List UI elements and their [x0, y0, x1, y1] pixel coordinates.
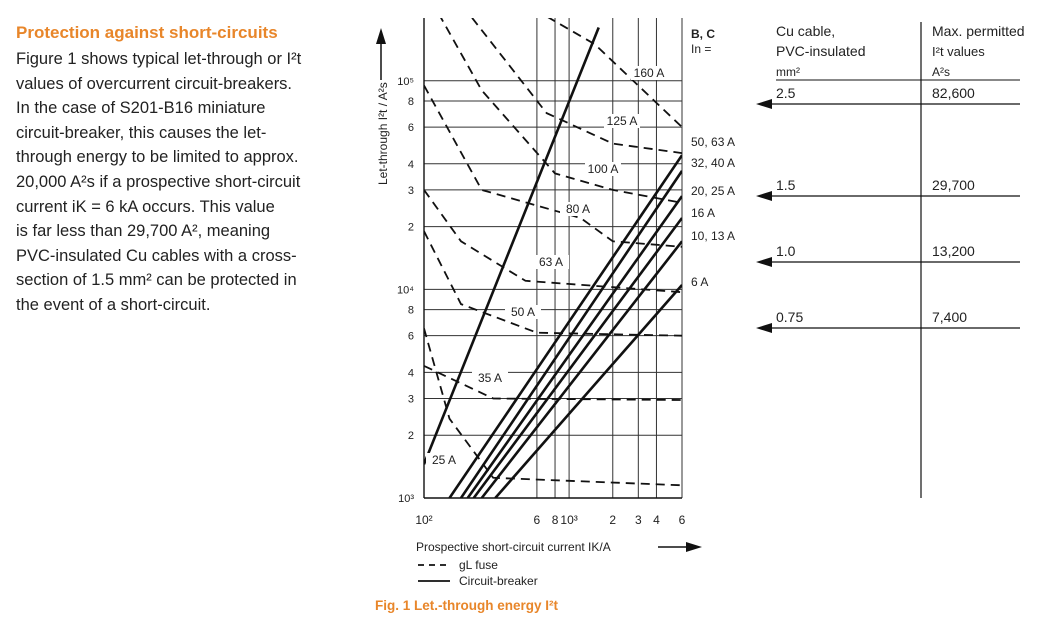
x-axis-arrow-head [686, 542, 702, 552]
breaker-label-3: 20, 25 A [691, 184, 736, 198]
y-tick-label-4: 6 [407, 330, 414, 343]
paragraph-line-7: current iK = 6 kA occurs. This value [16, 197, 275, 216]
fuse-label-0: 25 A [431, 453, 457, 467]
y-tick-label-12: 10⁵ [397, 75, 414, 88]
table-value-1: 29,700 [932, 177, 975, 193]
table-header-cable-2: PVC-insulated [776, 43, 866, 59]
table-header-unit-a2s: A²s [932, 65, 950, 79]
y-axis-arrow-head [376, 28, 386, 44]
paragraph-line-1: Figure 1 shows typical let-through or I²t [16, 50, 302, 68]
y-tick-label-8: 3 [407, 184, 414, 197]
x-tick-label-1: 6 [533, 513, 541, 527]
fuse-label-3: 63 A [538, 255, 564, 269]
table-row-arrow-0 [756, 99, 772, 109]
figure-caption: Fig. 1 Let.-through energy I²t [375, 598, 558, 613]
paragraph-line-8: is far less than 29,700 A², meaning [16, 222, 271, 241]
fuse-label-5: 100 A [587, 162, 619, 176]
table-size-1: 1.5 [776, 177, 796, 193]
y-tick-label-11: 8 [407, 96, 414, 109]
y-tick-label-0: 10³ [398, 493, 414, 505]
y-tick-label-7: 2 [407, 221, 414, 234]
fuse-curve-3 [424, 190, 682, 292]
paragraph-line-9: PVC-insulated Cu cables with a cross- [16, 246, 297, 265]
breaker-curve-3 [468, 196, 682, 498]
breaker-label-4: 16 A [691, 206, 716, 220]
fuse-label-7: 160 A [633, 66, 665, 80]
breaker-header-in: In = [691, 42, 712, 56]
fuse-curve-7 [508, 0, 682, 127]
fuse-label-1: 35 A [477, 371, 503, 385]
y-tick-label-2: 3 [407, 393, 414, 406]
table-row-arrow-2 [756, 257, 772, 267]
y-axis-title: Let-through I²t / A²s [376, 82, 390, 185]
breaker-header-type: B, C [691, 27, 715, 41]
section-heading: Protection against short-circuits [16, 23, 278, 42]
breaker-label-2: 32, 40 A [691, 156, 736, 170]
breaker-label-1: 50, 63 A [691, 135, 736, 149]
table-size-2: 1.0 [776, 243, 796, 259]
y-tick-label-5: 8 [407, 304, 414, 317]
fuse-label-6: 125 A [606, 114, 638, 128]
table-value-0: 82,600 [932, 85, 975, 101]
paragraph-line-3: In the case of S201-B16 miniature [16, 99, 266, 118]
x-tick-label-6: 4 [653, 513, 660, 527]
x-tick-label-4: 2 [609, 513, 617, 527]
paragraph-line-4: circuit-breaker, this causes the let- [16, 123, 267, 142]
y-tick-label-6: 10⁴ [397, 284, 414, 297]
breaker-curve-5 [482, 241, 682, 498]
y-tick-label-9: 4 [407, 158, 414, 171]
breaker-label-6: 6 A [691, 275, 709, 289]
table-header-unit-mm: mm² [776, 65, 800, 79]
table-size-3: 0.75 [776, 309, 804, 325]
x-tick-label-3: 10³ [560, 513, 578, 527]
table-header-max-1: Max. permitted [932, 23, 1025, 39]
table-value-3: 7,400 [932, 309, 968, 325]
table-header-max-2: I²t values [932, 44, 985, 59]
x-tick-label-5: 3 [634, 513, 642, 527]
table-row-arrow-3 [756, 323, 772, 333]
paragraph-line-5: through energy to be limited to approx. [16, 148, 299, 167]
y-tick-label-10: 6 [407, 122, 414, 135]
fuse-label-4: 80 A [565, 202, 591, 216]
table-header-cable-1: Cu cable, [776, 23, 836, 39]
fuse-curve-4 [424, 85, 682, 246]
y-tick-label-1: 2 [407, 430, 414, 443]
paragraph-line-11: the event of a short-circuit. [16, 295, 211, 314]
fuse-label-2: 50 A [510, 305, 536, 319]
legend-label-0: gL fuse [459, 558, 498, 572]
legend-label-1: Circuit-breaker [459, 574, 538, 588]
paragraph-line-2: values of overcurrent circuit-breakers. [16, 74, 293, 93]
paragraph-line-6: 20,000 A²s if a prospective short-circuit [16, 172, 301, 191]
x-tick-label-7: 6 [678, 513, 686, 527]
paragraph-line-10: section of 1.5 mm² can be protected in [16, 271, 297, 290]
x-tick-label-2: 8 [551, 513, 559, 527]
x-axis-title: Prospective short-circuit current IK/A [416, 540, 611, 554]
table-row-arrow-1 [756, 191, 772, 201]
y-tick-label-3: 4 [407, 367, 414, 380]
table-size-0: 2.5 [776, 85, 796, 101]
x-tick-label-0: 10² [415, 513, 433, 527]
breaker-label-5: 10, 13 A [691, 229, 736, 243]
table-value-2: 13,200 [932, 243, 975, 259]
